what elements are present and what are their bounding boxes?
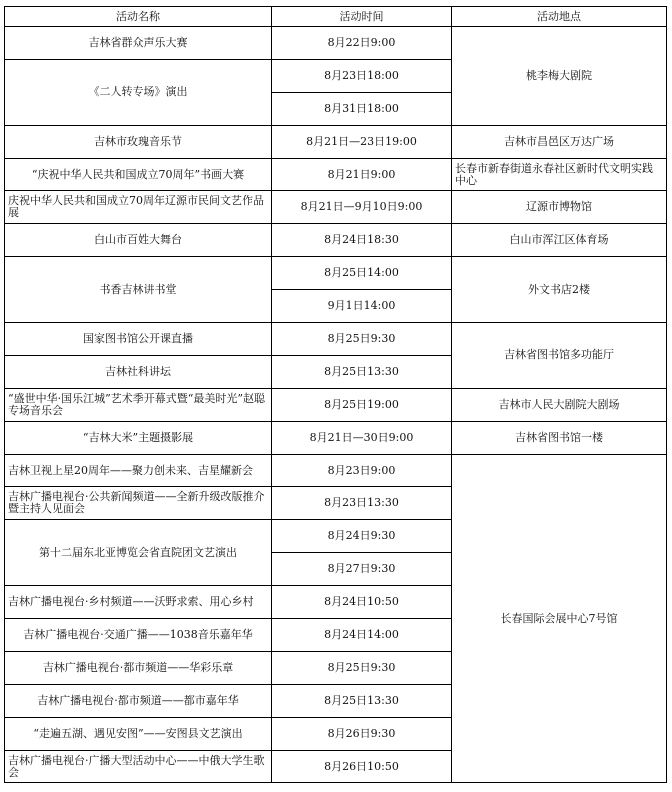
event-time: 8月24日10:50 (272, 586, 452, 619)
table-row (5, 421, 667, 454)
event-name: 吉林省群众声乐大赛 (5, 27, 272, 60)
header-time: 活动时间 (272, 7, 452, 27)
event-place: 吉林省图书馆多功能厅 (452, 323, 667, 389)
event-time: 8月25日19:00 (272, 388, 452, 421)
event-name: 吉林广播电视台·广播大型活动中心——中俄大学生歌会 (5, 750, 272, 783)
event-place: 辽源市博物馆 (452, 191, 667, 224)
event-time: 8月25日13:30 (272, 684, 452, 717)
event-time: 8月26日9:30 (272, 717, 452, 750)
table-row (5, 257, 667, 290)
event-name: 白山市百姓大舞台 (5, 224, 272, 257)
event-name: 第十二届东北亚博览会省直院团文艺演出 (5, 520, 272, 586)
event-name: “吉林大米”主题摄影展 (5, 421, 272, 454)
event-place: 长春市新春街道永春社区新时代文明实践中心 (452, 158, 667, 191)
event-name: 《二人转专场》演出 (5, 59, 272, 125)
event-time: 8月23日9:00 (272, 454, 452, 487)
event-place: 吉林市人民大剧院大剧场 (452, 388, 667, 421)
table-row (5, 388, 667, 421)
event-time: 8月21日—23日19:00 (272, 125, 452, 158)
event-time: 8月21日—9月10日9:00 (272, 191, 452, 224)
event-name: 吉林广播电视台·都市频道——都市嘉年华 (5, 684, 272, 717)
event-place: 长春国际会展中心7号馆 (452, 454, 667, 783)
event-time: 8月26日10:50 (272, 750, 452, 783)
event-name: 国家图书馆公开课直播 (5, 323, 272, 356)
header-row (5, 7, 667, 27)
event-time: 9月1日14:00 (272, 290, 452, 323)
event-name: “盛世中华·国乐江城”艺术季开幕式暨“最美时光”赵聪专场音乐会 (5, 388, 272, 421)
event-place: 吉林市昌邑区万达广场 (452, 125, 667, 158)
event-time: 8月22日9:00 (272, 27, 452, 60)
header-name: 活动名称 (5, 7, 272, 27)
event-time: 8月24日18:30 (272, 224, 452, 257)
event-time: 8月25日13:30 (272, 355, 452, 388)
event-time: 8月24日9:30 (272, 520, 452, 553)
event-time: 8月23日13:30 (272, 487, 452, 520)
table-row (5, 158, 667, 191)
event-name: 书香吉林讲书堂 (5, 257, 272, 323)
event-name: 吉林广播电视台·乡村频道——沃野求索、用心乡村 (5, 586, 272, 619)
event-place: 外文书店2楼 (452, 257, 667, 323)
event-name: 吉林广播电视台·交通广播——1038音乐嘉年华 (5, 619, 272, 652)
event-name: “庆祝中华人民共和国成立70周年”书画大赛 (5, 158, 272, 191)
event-schedule (4, 6, 666, 783)
table-row (5, 191, 667, 224)
table-row (5, 224, 667, 257)
event-place: 桃李梅大剧院 (452, 27, 667, 126)
event-time: 8月25日9:30 (272, 323, 452, 356)
table-row (5, 454, 667, 487)
header-place: 活动地点 (452, 7, 667, 27)
table-row (5, 323, 667, 356)
event-name: 吉林社科讲坛 (5, 355, 272, 388)
event-name: 庆祝中华人民共和国成立70周年辽源市民间文艺作品展 (5, 191, 272, 224)
event-name: 吉林广播电视台·都市频道——华彩乐章 (5, 651, 272, 684)
event-time: 8月31日18:00 (272, 92, 452, 125)
event-place: 吉林省图书馆一楼 (452, 421, 667, 454)
event-time: 8月21日9:00 (272, 158, 452, 191)
event-time: 8月27日9:30 (272, 553, 452, 586)
event-time: 8月25日9:30 (272, 651, 452, 684)
event-place: 白山市浑江区体育场 (452, 224, 667, 257)
event-name: “走遍五湖、遇见安图”——安图县文艺演出 (5, 717, 272, 750)
event-name: 吉林市玫瑰音乐节 (5, 125, 272, 158)
event-name: 吉林卫视上星20周年——聚力创未来、吉星耀新会 (5, 454, 272, 487)
event-time: 8月21日—30日9:00 (272, 421, 452, 454)
event-time: 8月23日18:00 (272, 59, 452, 92)
schedule-table (4, 6, 667, 783)
table-row (5, 125, 667, 158)
event-name: 吉林广播电视台·公共新闻频道——全新升级改版推介暨主持人见面会 (5, 487, 272, 520)
table-row (5, 27, 667, 60)
event-time: 8月24日14:00 (272, 619, 452, 652)
event-time: 8月25日14:00 (272, 257, 452, 290)
